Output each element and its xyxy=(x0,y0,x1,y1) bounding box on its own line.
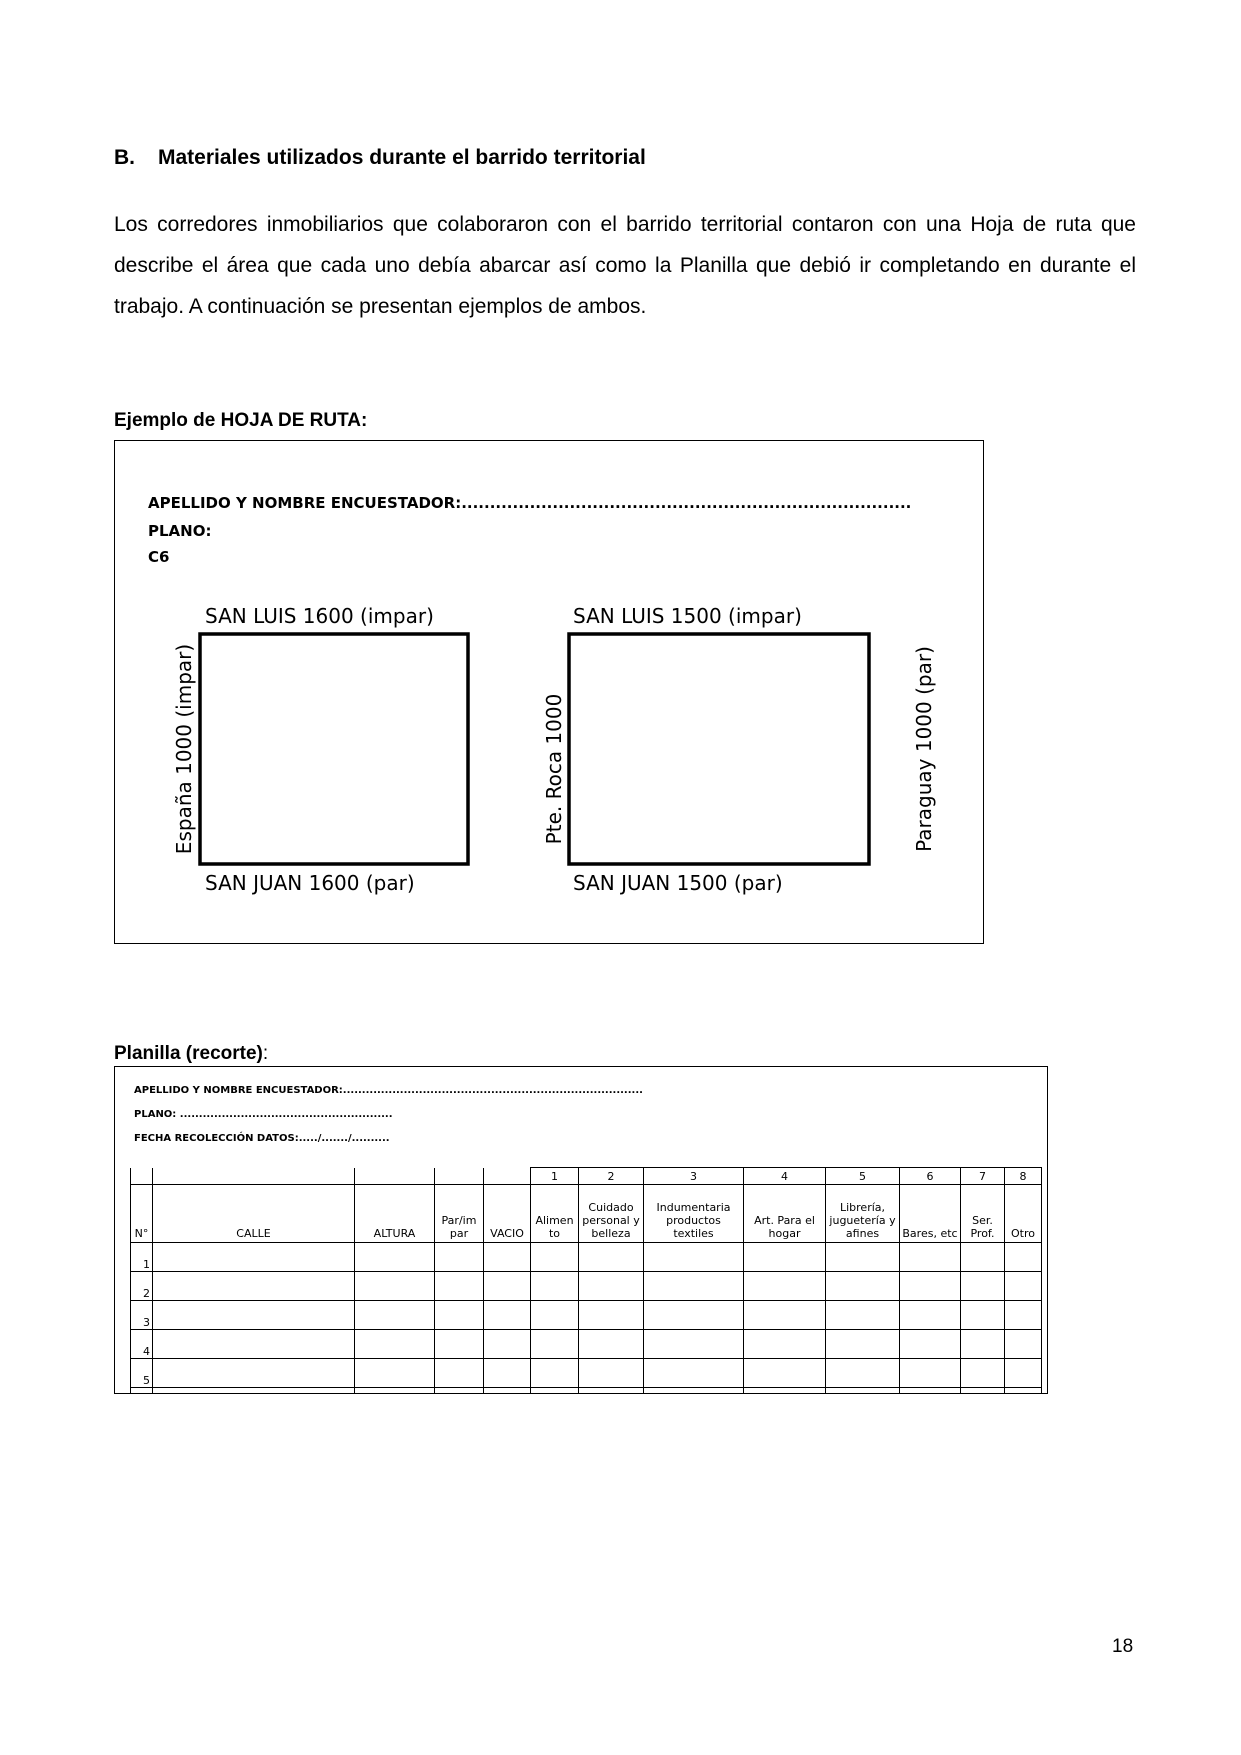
ruta-encuestador-label: APELLIDO Y NOMBRE ENCUESTADOR:............................................................................... xyxy=(148,494,912,512)
column-header: VACIO xyxy=(484,1185,531,1243)
column-header: N° xyxy=(131,1185,153,1243)
block-right-top-street: SAN LUIS 1500 (impar) xyxy=(573,604,802,628)
planilla-caption-rest: : xyxy=(262,1043,269,1064)
column-header: Cuidado personal y belleza xyxy=(579,1185,644,1243)
hoja-ruta-caption: Ejemplo de HOJA DE RUTA: xyxy=(114,410,368,431)
table-row xyxy=(131,1272,1042,1301)
column-header: Alimen to xyxy=(531,1185,579,1243)
category-number: 5 xyxy=(826,1168,900,1185)
hoja-de-ruta-diagram xyxy=(115,441,985,945)
category-number: 6 xyxy=(900,1168,961,1185)
category-number: 8 xyxy=(1005,1168,1042,1185)
category-number: 3 xyxy=(644,1168,744,1185)
planilla-number-row xyxy=(131,1168,1042,1185)
block-left-bottom-street: SAN JUAN 1600 (par) xyxy=(205,871,415,895)
block-right-right-street: Paraguay 1000 (par) xyxy=(912,646,936,852)
category-number: 1 xyxy=(531,1168,579,1185)
planilla-caption xyxy=(114,1043,268,1065)
hoja-de-ruta-box xyxy=(114,440,984,944)
column-header: Librería, juguetería y afines xyxy=(826,1185,900,1243)
column-header: Par/im par xyxy=(435,1185,484,1243)
table-row xyxy=(131,1301,1042,1330)
planilla-box xyxy=(114,1066,1048,1394)
block-right-left-street: Pte. Roca 1000 xyxy=(542,693,566,845)
intro-paragraph: Los corredores inmobiliarios que colaboraron con el barrido territorial contaron con una Hoja de ruta que describe el área que cada uno debía abarcar así como la Planilla que debió ir completando en durante el trabajo. A continuación se presentan ejemplos de ambos. xyxy=(114,213,1136,318)
column-header: Ser. Prof. xyxy=(961,1185,1005,1243)
column-header: Indumentaria productos textiles xyxy=(644,1185,744,1243)
table-row xyxy=(131,1243,1042,1272)
table-row xyxy=(131,1330,1042,1359)
block-left-top-street: SAN LUIS 1600 (impar) xyxy=(205,604,434,628)
section-letter: B. xyxy=(114,146,135,169)
column-header: CALLE xyxy=(153,1185,355,1243)
section-title: Materiales utilizados durante el barrido territorial xyxy=(158,146,646,169)
block-left-rect xyxy=(200,634,468,864)
planilla-encuestador-label: APELLIDO Y NOMBRE ENCUESTADOR:............................................................................... xyxy=(134,1085,643,1096)
column-header: Otro xyxy=(1005,1185,1042,1243)
category-number: 4 xyxy=(744,1168,826,1185)
category-number: 7 xyxy=(961,1168,1005,1185)
planilla-fecha-label: FECHA RECOLECCIÓN DATOS:...../......./.......... xyxy=(134,1133,390,1144)
ruta-plano-label: PLANO: xyxy=(148,522,212,540)
row-number: 2 xyxy=(131,1272,153,1301)
page-number: 18 xyxy=(1112,1636,1134,1657)
planilla-header-row xyxy=(131,1185,1042,1243)
column-header: Art. Para el hogar xyxy=(744,1185,826,1243)
row-number: 5 xyxy=(131,1359,153,1388)
row-number: 3 xyxy=(131,1301,153,1330)
planilla-plano-label: PLANO: ........................................................ xyxy=(134,1109,393,1120)
row-number: 1 xyxy=(131,1243,153,1272)
block-left-left-street: España 1000 (impar) xyxy=(172,643,196,855)
ruta-plano-value: C6 xyxy=(148,548,170,566)
row-number: 4 xyxy=(131,1330,153,1359)
block-right-bottom-street: SAN JUAN 1500 (par) xyxy=(573,871,783,895)
table-row xyxy=(131,1359,1042,1388)
column-header: ALTURA xyxy=(355,1185,435,1243)
section-heading xyxy=(114,146,646,170)
block-right-rect xyxy=(569,634,869,864)
table-row-cut xyxy=(131,1388,1042,1395)
planilla-table xyxy=(130,1167,1042,1394)
column-header: Bares, etc xyxy=(900,1185,961,1243)
planilla-caption-bold: Planilla (recorte) xyxy=(114,1043,263,1064)
category-number: 2 xyxy=(579,1168,644,1185)
